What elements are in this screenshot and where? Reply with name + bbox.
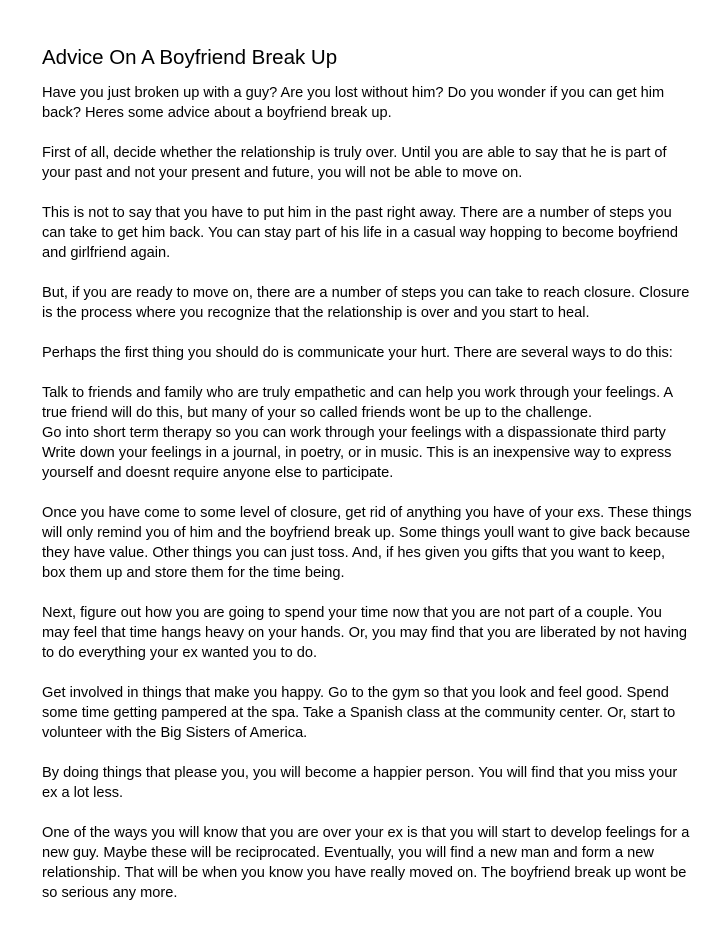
paragraph-decide <box>42 143 692 183</box>
text-line: true friend will do this, but many of your so called friends wont be up to the challenge. <box>42 405 593 421</box>
paragraph-get-back <box>42 203 692 263</box>
text-line: yourself and doesnt require anyone else to participate. <box>42 465 394 481</box>
paragraph-happier <box>42 763 692 803</box>
text-line: so serious any more. <box>42 885 178 901</box>
text-line: Next, figure out how you are going to spend your time now that you are not part of a couple. You <box>42 605 662 621</box>
text-line: they have value. Other things you can just toss. And, if hes given you gifts that you want to keep, <box>42 545 666 561</box>
text-line: back? Heres some advice about a boyfriend break up. <box>42 105 392 121</box>
text-line: new guy. Maybe these will be reciprocated. Eventually, you will find a new man and form a new <box>42 845 654 861</box>
text-line: One of the ways you will know that you are over your ex is that you will start to develop feelings for a <box>42 825 690 841</box>
text-line: Perhaps the first thing you should do is communicate your hurt. There are several ways to do this: <box>42 345 673 361</box>
text-line: and girlfriend again. <box>42 245 171 261</box>
paragraph-intro <box>42 83 692 123</box>
text-line: may feel that time hangs heavy on your hands. Or, you may find that you are liberated by not having <box>42 625 687 641</box>
text-line: First of all, decide whether the relationship is truly over. Until you are able to say that he is part of <box>42 145 667 161</box>
text-line: can take to get him back. You can stay part of his life in a casual way hopping to become boyfriend <box>42 225 679 241</box>
text-line: But, if you are ready to move on, there are a number of steps you can take to reach closure. Closure <box>42 285 690 301</box>
paragraph-spend-time <box>42 603 692 663</box>
text-line: ex a lot less. <box>42 785 124 801</box>
paragraph-moved-on <box>42 823 692 903</box>
document-page <box>42 45 692 923</box>
text-line: Go into short term therapy so you can work through your feelings with a dispassionate third party <box>42 425 666 441</box>
text-line: This is not to say that you have to put him in the past right away. There are a number of steps you <box>42 205 672 221</box>
paragraph-ways <box>42 383 692 483</box>
text-line: Have you just broken up with a guy? Are you lost without him? Do you wonder if you can get him <box>42 85 665 101</box>
paragraph-closure <box>42 283 692 323</box>
text-line: your past and not your present and future, you will not be able to move on. <box>42 165 523 181</box>
text-line: some time getting pampered at the spa. Take a Spanish class at the community center. Or, start to <box>42 705 676 721</box>
text-line: Once you have come to some level of closure, get rid of anything you have of your exs. These things <box>42 505 692 521</box>
text-line: By doing things that please you, you will become a happier person. You will find that you miss your <box>42 765 678 781</box>
text-line: is the process where you recognize that the relationship is over and you start to heal. <box>42 305 590 321</box>
paragraph-get-involved <box>42 683 692 743</box>
text-line: to do everything your ex wanted you to do. <box>42 645 318 661</box>
text-line: Talk to friends and family who are truly empathetic and can help you work through your feelings. A <box>42 385 674 401</box>
document-title: Advice On A Boyfriend Break Up <box>42 46 338 69</box>
text-line: box them up and store them for the time being. <box>42 565 345 581</box>
paragraph-get-rid <box>42 503 692 583</box>
text-line: Write down your feelings in a journal, in poetry, or in music. This is an inexpensive way to express <box>42 445 672 461</box>
text-line: volunteer with the Big Sisters of America. <box>42 725 308 741</box>
text-line: will only remind you of him and the boyfriend break up. Some things youll want to give back because <box>42 525 691 541</box>
paragraph-communicate <box>42 343 692 363</box>
text-line: Get involved in things that make you happy. Go to the gym so that you look and feel good. Spend <box>42 685 669 701</box>
text-line: relationship. That will be when you know you have really moved on. The boyfriend break up wont be <box>42 865 687 881</box>
